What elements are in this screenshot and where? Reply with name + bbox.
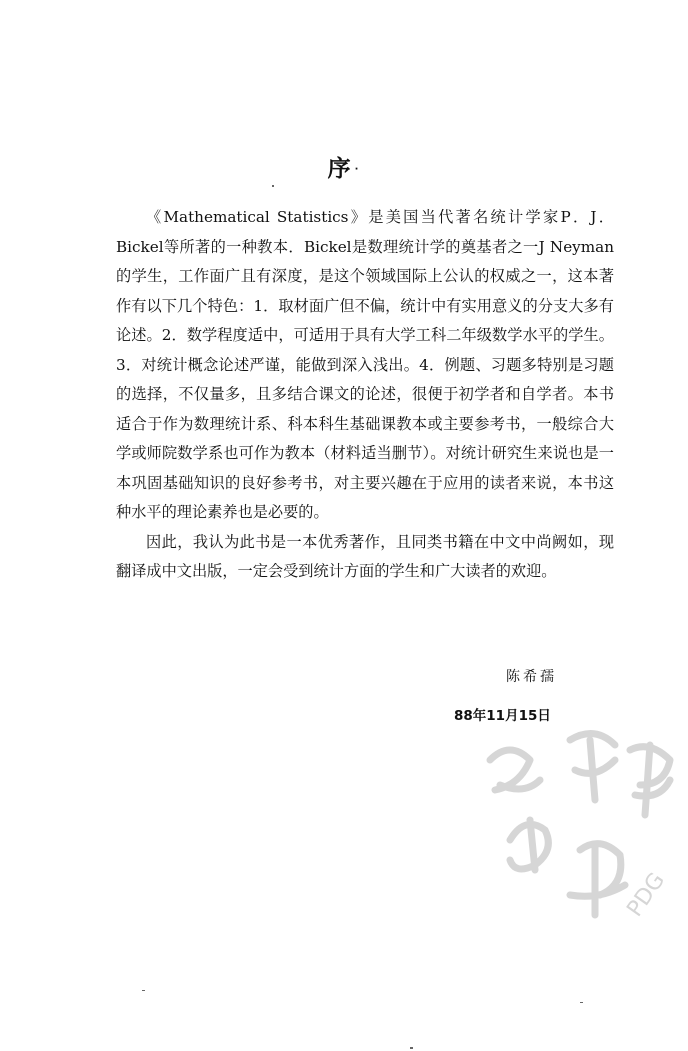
scan-speck	[142, 990, 145, 991]
preface-paragraph-2: 因此，我认为此书是一本优秀著作，且同类书籍在中文中尚阙如，现翻译成中文出版，一定会受到统计方面的学生和广大读者的欢迎。	[116, 532, 614, 580]
watermark-seal	[470, 700, 688, 940]
scan-speck	[580, 1002, 583, 1003]
scan-speck	[272, 185, 274, 187]
scan-speck	[410, 1047, 413, 1049]
author-signature: 陈希孺	[506, 669, 557, 685]
page-title	[0, 150, 688, 183]
title-text: 序	[327, 156, 353, 182]
watermark-badge: PDG	[622, 868, 671, 922]
title-dot-mark: ·	[354, 164, 361, 175]
signature-date: 88年11月15日	[454, 708, 551, 724]
preface-paragraph-1: 《Mathematical Statistics》是美国当代著名统计学家P．J．Bickel等所著的一种教本．Bickel是数理统计学的奠基者之一J Neyman的学生，工作面广且有深度，是这个领域国际上公认的权威之一，这本著作有以下几个特色：1．取材面广但不偏，统计中有实用意义的分支大多有论述。2．数学程度适中，可适用于具有大学工科二年级数学水平的学生。3．对统计概念论述严谨，能做到深入浅出。4．例题、习题多特别是习题的选择，不仅量多，且多结合课文的论述，很便于初学者和自学者。本书适合于作为数理统计系、科本科生基础课教本或主要参考书，一般综合大学或师院数学系也可作为教本（材料适当删节）。对统计研究生来说也是一本巩固基础知识的良好参考书，对主要兴趣在于应用的读者来说，本书这种水平的理论素养也是必要的。	[116, 208, 614, 521]
preface-body	[116, 203, 614, 587]
